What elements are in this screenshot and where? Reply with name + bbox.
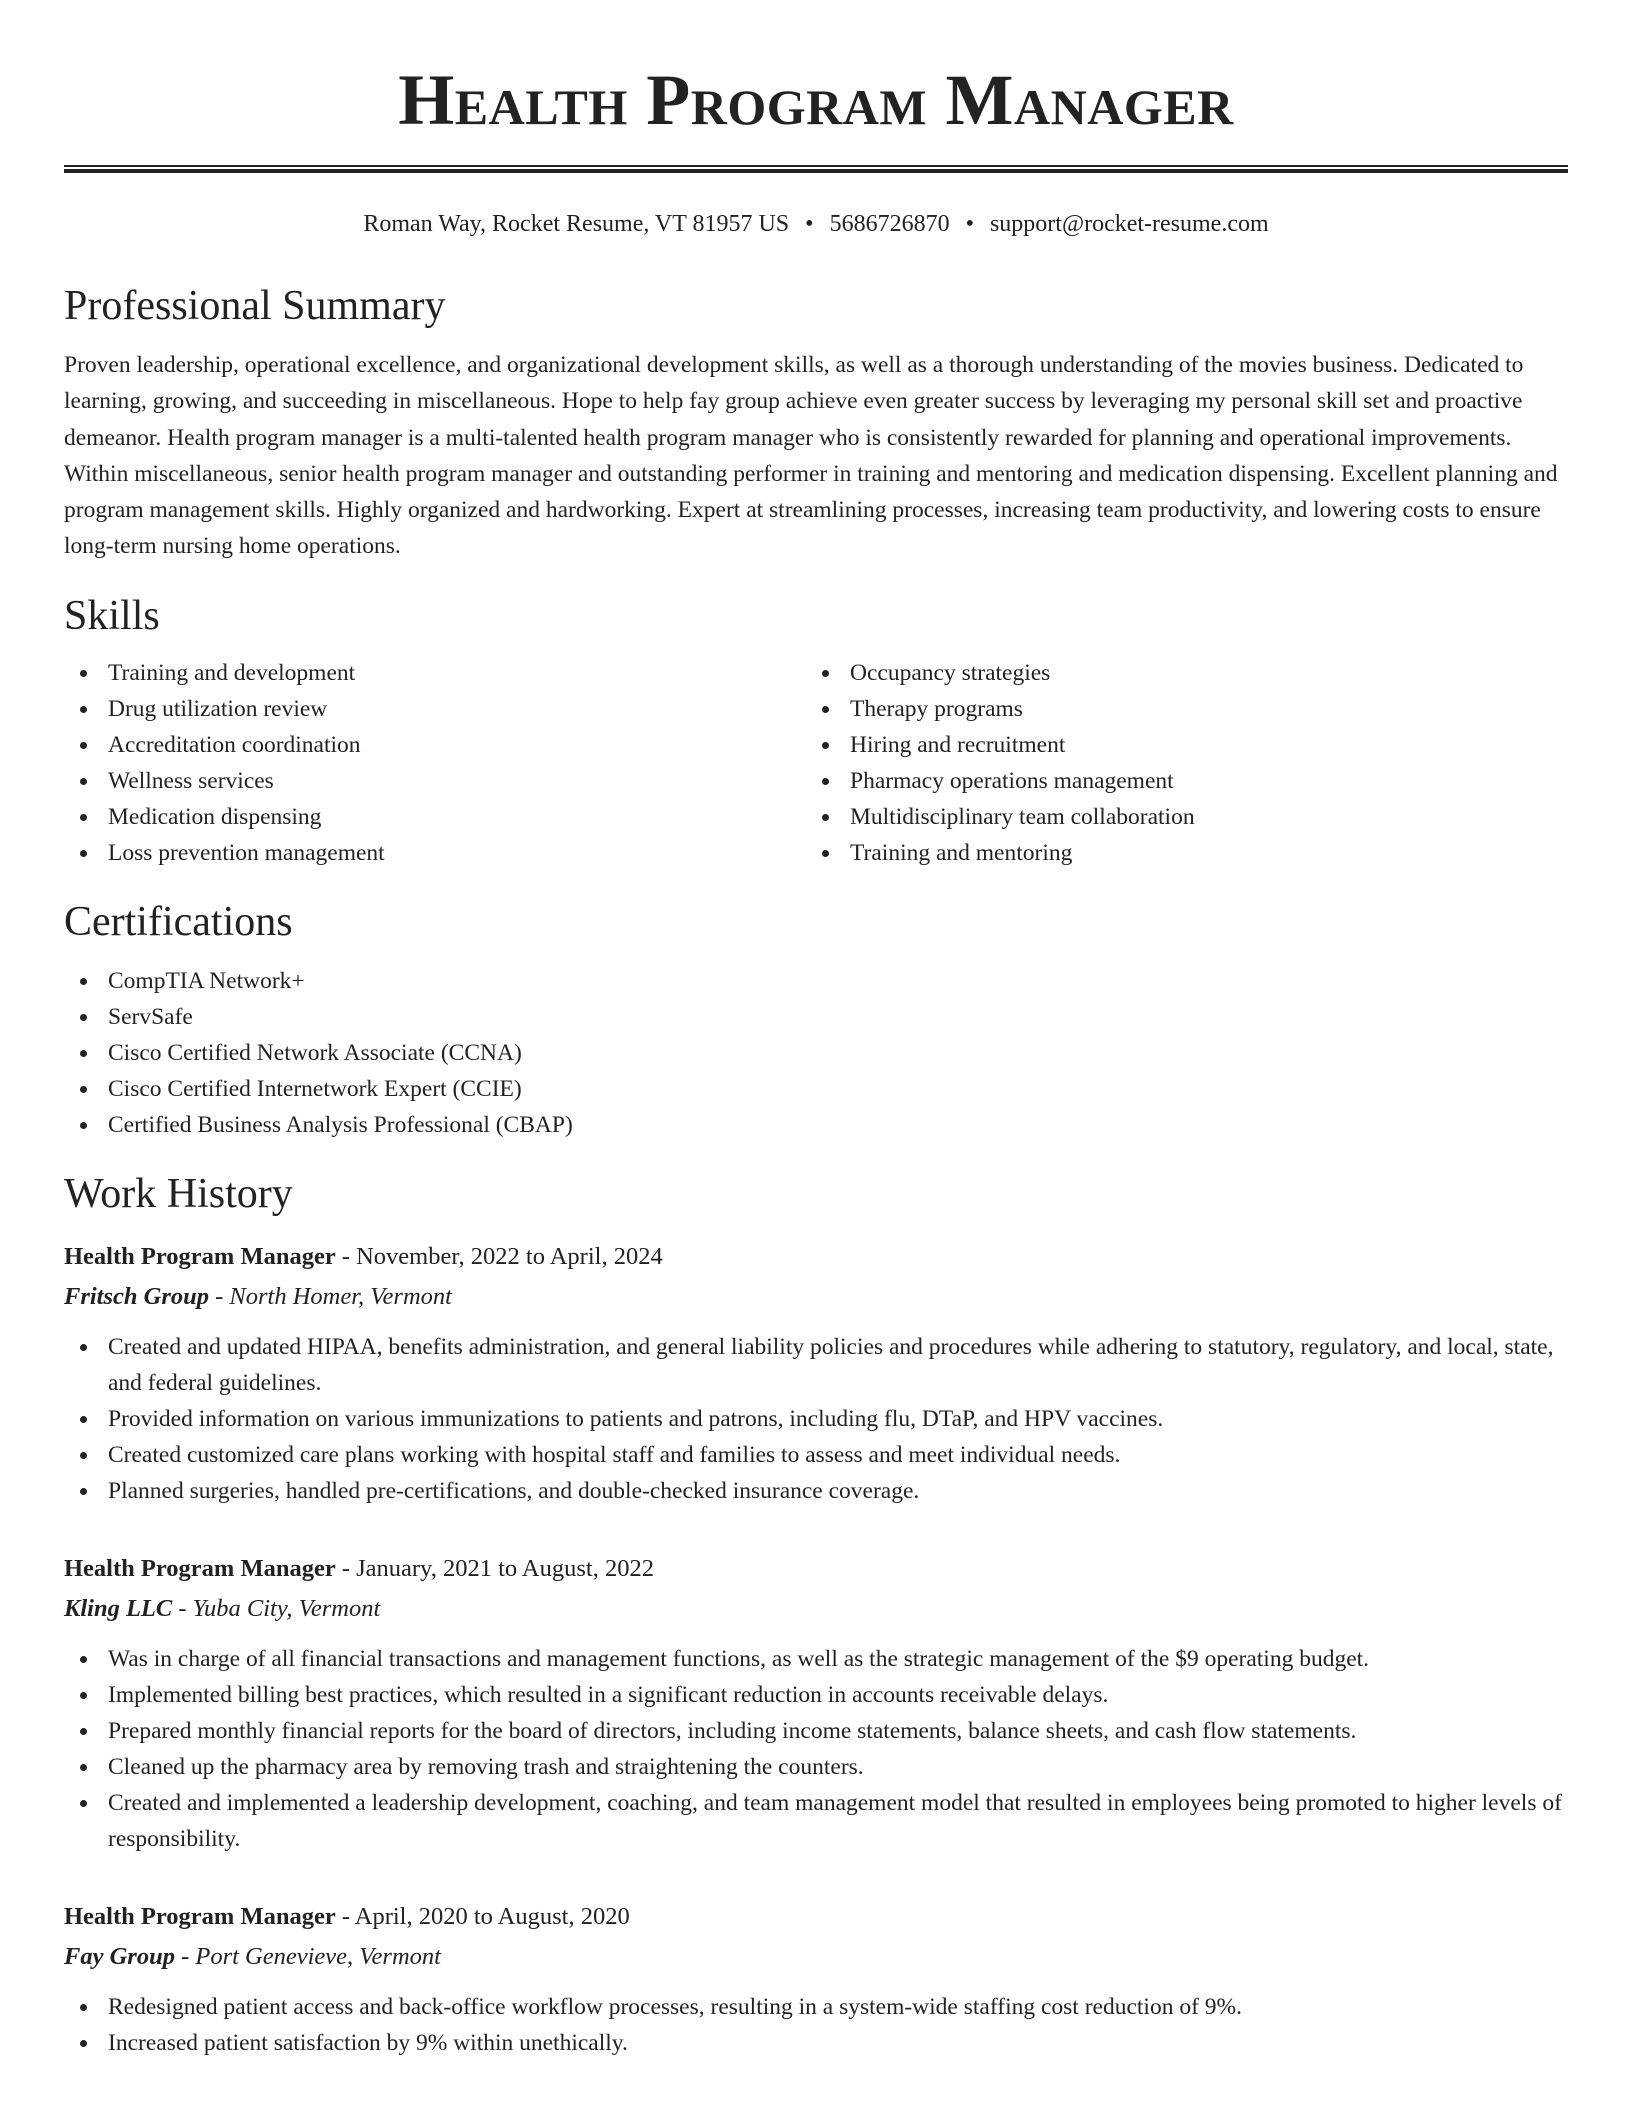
employer-line — [64, 1589, 1568, 1629]
contact-separator: • — [805, 211, 814, 237]
job-bullet: Was in charge of all financial transactions and management functions, as well as the strategic management of the $9 operating budget. — [64, 1641, 1568, 1677]
job-bullet: Cleaned up the pharmacy area by removing trash and straightening the counters. — [64, 1749, 1568, 1785]
skill-item: Occupancy strategies — [806, 655, 1548, 691]
job-bullets — [64, 1641, 1568, 1857]
job-title-line — [64, 1897, 1568, 1937]
certification-item: ServSafe — [64, 999, 1568, 1035]
certification-item: Cisco Certified Network Associate (CCNA) — [64, 1035, 1568, 1071]
job-title: Health Program Manager — [64, 1242, 336, 1270]
employer-location: - North Homer, Vermont — [209, 1282, 452, 1310]
contact-line — [64, 209, 1568, 239]
certifications-list — [64, 963, 1568, 1143]
skill-item: Pharmacy operations management — [806, 763, 1548, 799]
job-title: Health Program Manager — [64, 1554, 336, 1582]
job-entry — [64, 1897, 1568, 2061]
skill-item: Hiring and recruitment — [806, 727, 1548, 763]
job-bullet: Created customized care plans working with hospital staff and families to assess and meet individual needs. — [64, 1437, 1568, 1473]
section-heading-certifications: Certifications — [64, 898, 293, 945]
job-dates: - November, 2022 to April, 2024 — [335, 1242, 663, 1270]
job-bullet: Created and updated HIPAA, benefits administration, and general liability policies and procedures while adhering to statutory, regulatory, and local, state, and federal guidelines. — [64, 1329, 1568, 1401]
section-heading-summary: Professional Summary — [64, 283, 446, 329]
employer-name: Fay Group — [64, 1942, 175, 1970]
job-bullets — [64, 1989, 1568, 2061]
job-bullet: Prepared monthly financial reports for the board of directors, including income statements, balance sheets, and cash flow statements. — [64, 1713, 1568, 1749]
contact-email: support@rocket-resume.com — [989, 211, 1269, 237]
skill-item: Training and mentoring — [806, 835, 1548, 871]
section-heading-work-history: Work History — [64, 1170, 293, 1217]
employer-name: Fritsch Group — [64, 1282, 210, 1310]
certification-item: Certified Business Analysis Professional (CBAP) — [64, 1107, 1568, 1143]
employer-location: - Port Genevieve, Vermont — [174, 1942, 441, 1970]
job-bullet: Provided information on various immunizations to patients and patrons, including flu, DTaP, and HPV vaccines. — [64, 1401, 1568, 1437]
skill-item: Therapy programs — [806, 691, 1548, 727]
section-heading-skills: Skills — [64, 592, 160, 639]
skills-columns — [64, 655, 1568, 871]
job-title-line — [64, 1549, 1568, 1589]
certification-item: CompTIA Network+ — [64, 963, 1568, 999]
skill-item: Wellness services — [64, 763, 806, 799]
skill-item: Training and development — [64, 655, 806, 691]
job-title: Health Program Manager — [64, 1902, 336, 1930]
employer-line — [64, 1937, 1568, 1977]
job-dates: - April, 2020 to August, 2020 — [335, 1902, 630, 1930]
job-bullet: Planned surgeries, handled pre-certifications, and double-checked insurance coverage. — [64, 1473, 1568, 1509]
job-bullet: Redesigned patient access and back-office workflow processes, resulting in a system-wide staffing cost reduction of 9%. — [64, 1989, 1568, 2025]
job-bullet: Increased patient satisfaction by 9% within unethically. — [64, 2025, 1568, 2061]
title-divider — [64, 165, 1568, 173]
employer-name: Kling LLC — [64, 1594, 173, 1622]
summary-text: Proven leadership, operational excellence, and organizational development skills, as well as a thorough understanding of the movies business. Dedicated to learning, growing, and succeeding in miscellaneous. Hope to help fay group achieve even greater success by leveraging my personal skill set and proactive demeanor. Health program manager is a multi-talented health program manager who is consistently rewarded for planning and operational improvements. Within miscellaneous, senior health program manager and outstanding performer in training and mentoring and medication dispensing. Excellent planning and program management skills. Highly organized and hardworking. Expert at streamlining processes, increasing team productivity, and lowering costs to ensure long-term nursing home operations. — [64, 352, 1558, 560]
contact-address: Roman Way, Rocket Resume, VT 81957 US — [363, 211, 790, 237]
job-bullets — [64, 1329, 1568, 1509]
skills-list-right — [806, 655, 1548, 871]
certification-item: Cisco Certified Internetwork Expert (CCIE) — [64, 1071, 1568, 1107]
skills-list-left — [64, 655, 806, 871]
job-bullet: Implemented billing best practices, which resulted in a significant reduction in accounts receivable delays. — [64, 1677, 1568, 1713]
job-entry — [64, 1549, 1568, 1857]
employer-line — [64, 1277, 1568, 1317]
skill-item: Drug utilization review — [64, 691, 806, 727]
contact-phone: 5686726870 — [829, 211, 950, 237]
skill-item: Multidisciplinary team collaboration — [806, 799, 1548, 835]
job-title-line — [64, 1237, 1568, 1277]
resume-title: Health Program Manager — [398, 60, 1234, 140]
job-bullet: Created and implemented a leadership development, coaching, and team management model that resulted in employees being promoted to higher levels of responsibility. — [64, 1785, 1568, 1857]
contact-separator: • — [965, 211, 974, 237]
skill-item: Medication dispensing — [64, 799, 806, 835]
job-entry — [64, 1237, 1568, 1509]
skill-item: Loss prevention management — [64, 835, 806, 871]
skill-item: Accreditation coordination — [64, 727, 806, 763]
job-dates: - January, 2021 to August, 2022 — [335, 1554, 654, 1582]
employer-location: - Yuba City, Vermont — [172, 1594, 381, 1622]
